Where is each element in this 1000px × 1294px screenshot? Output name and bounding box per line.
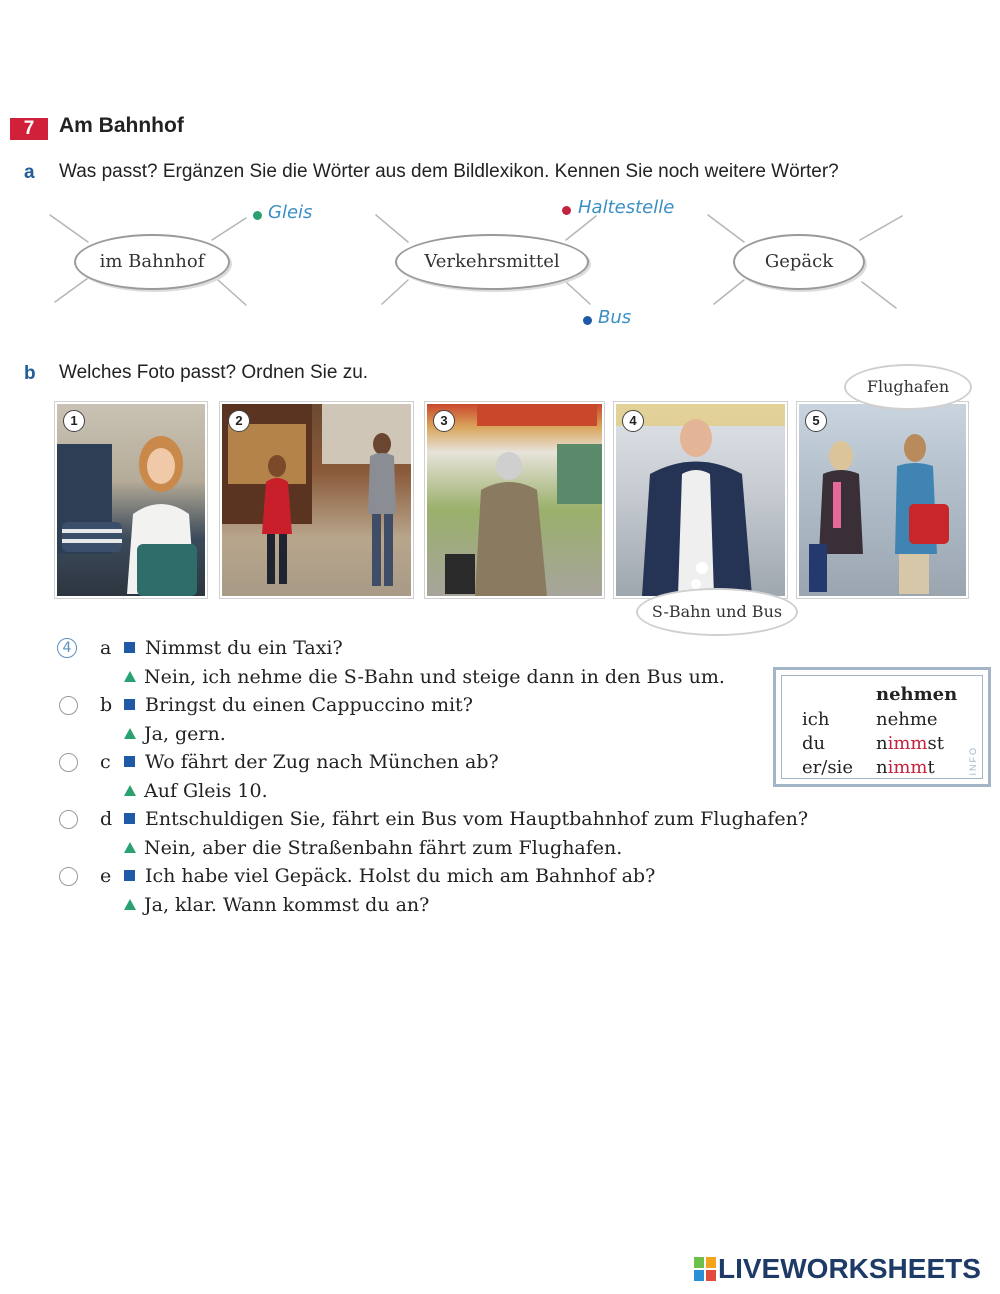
triangle-bullet-icon [124, 785, 136, 796]
triangle-bullet-icon [124, 671, 136, 682]
answer-circle-c[interactable] [59, 753, 78, 772]
info-form-ich: nehme [876, 709, 938, 730]
reply-c: Auf Gleis 10. [124, 780, 268, 802]
answer-circle-filled[interactable] [57, 635, 77, 658]
triangle-bullet-icon [124, 899, 136, 910]
word-map-center-gepaeck: Gepäck [733, 234, 865, 290]
speech-bubble-flughafen: Flughafen [844, 364, 972, 410]
photo-number-3: 3 [433, 410, 455, 432]
photo-4-man-on-phone [614, 402, 787, 598]
square-bullet-icon [124, 813, 135, 824]
photo-number-2: 2 [228, 410, 250, 432]
word-haltestelle: Haltestelle [578, 197, 675, 218]
info-form-du: nimmst [876, 733, 944, 754]
reply-d: Nein, aber die Straßenbahn fährt zum Flughafen. [124, 837, 622, 859]
word-gleis: Gleis [268, 202, 313, 223]
item-letter-a: a [100, 637, 112, 659]
item-letter-e: e [100, 865, 112, 887]
section-title: Am Bahnhof [59, 114, 184, 137]
task-a-instruction: Was passt? Ergänzen Sie die Wörter aus dem Bildlexikon. Kennen Sie noch weitere Wörter? [59, 161, 839, 182]
question-b: Bringst du einen Cappuccino mit? [124, 694, 473, 716]
reply-a: Nein, ich nehme die S-Bahn und steige dann in den Bus um. [124, 666, 725, 688]
logo-icon [694, 1257, 716, 1281]
task-b-letter: b [24, 363, 36, 384]
task-a-letter: a [24, 162, 35, 183]
square-bullet-icon [124, 699, 135, 710]
photo-number-1: 1 [63, 410, 85, 432]
info-box-conjugation [773, 667, 991, 787]
info-verb: nehmen [876, 684, 958, 705]
answer-value-a: 4 [57, 638, 77, 658]
answer-circle-e[interactable] [59, 867, 78, 886]
reply-e: Ja, klar. Wann kommst du an? [124, 894, 429, 916]
question-c: Wo fährt der Zug nach München ab? [124, 751, 499, 773]
speech-bubble-s-bahn-und-bus: S-Bahn und Bus [636, 588, 798, 636]
square-bullet-icon [124, 756, 135, 767]
triangle-bullet-icon [124, 728, 136, 739]
task-b-instruction: Welches Foto passt? Ordnen Sie zu. [59, 362, 369, 383]
info-box-inner [781, 675, 983, 779]
answer-circle-d[interactable] [59, 810, 78, 829]
info-form-er-sie: nimmt [876, 757, 935, 778]
photo-5-airport-travellers [797, 402, 968, 598]
reply-b: Ja, gern. [124, 723, 226, 745]
blue-dot-icon [583, 316, 592, 325]
green-dot-icon [253, 211, 262, 220]
section-number-badge: 7 [10, 118, 48, 140]
photo-3-ticket-counter [425, 402, 604, 598]
info-label: INFO [968, 746, 978, 776]
item-letter-b: b [100, 694, 113, 716]
info-pronoun-ich: ich [802, 709, 830, 730]
photo-number-4: 4 [622, 410, 644, 432]
logo-text: LIVEWORKSHEETS [718, 1253, 981, 1284]
info-pronoun-er-sie: er/sie [802, 757, 853, 778]
item-letter-c: c [100, 751, 111, 773]
question-a: Nimmst du ein Taxi? [124, 637, 343, 659]
item-letter-d: d [100, 808, 113, 830]
red-dot-icon [562, 206, 571, 215]
word-map-center-verkehrsmittel: Verkehrsmittel [395, 234, 589, 290]
question-e: Ich habe viel Gepäck. Holst du mich am Bahnhof ab? [124, 865, 655, 887]
word-map-center-im-bahnhof: im Bahnhof [74, 234, 230, 290]
photo-number-5: 5 [805, 410, 827, 432]
answer-circle-b[interactable] [59, 696, 78, 715]
info-pronoun-du: du [802, 733, 826, 754]
photo-1-train-compartment [55, 402, 207, 598]
question-d: Entschuldigen Sie, fährt ein Bus vom Hauptbahnhof zum Flughafen? [124, 808, 808, 830]
triangle-bullet-icon [124, 842, 136, 853]
photo-2-station-cafe [220, 402, 413, 598]
square-bullet-icon [124, 870, 135, 881]
square-bullet-icon [124, 642, 135, 653]
word-bus: Bus [598, 307, 632, 328]
